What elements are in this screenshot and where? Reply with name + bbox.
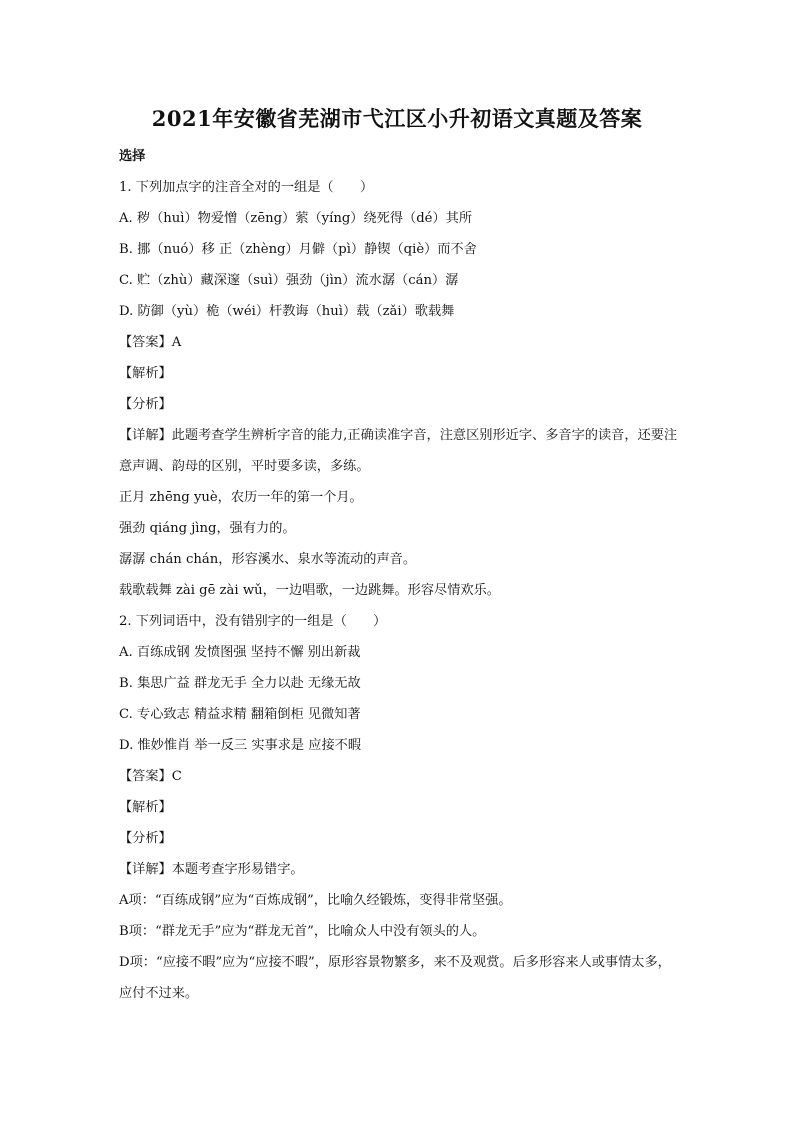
question-2-option-d: D. 惟妙惟肖 举一反三 实事求是 应接不暇 (119, 738, 362, 753)
question-1-fenxi-label: 【分析】 (119, 397, 172, 412)
question-1-analysis-label: 【解析】 (119, 366, 172, 381)
question-2-note: B项：“群龙无手”应为“群龙无首”，比喻众人中没有领头的人。 (119, 924, 486, 939)
question-2-option-c: C. 专心致志 精益求精 翻箱倒柜 见微知著 (119, 707, 361, 722)
question-1-option-d: D. 防御（yù）桅（wéi）杆教诲（huì）载（zǎi）歌载舞 (119, 304, 455, 319)
question-1-answer: 【答案】A (119, 335, 182, 350)
question-1-detail: 【详解】此题考查学生辨析字音的能力,正确读准字音，注意区别形近字、多音字的读音，还要注意声调、韵母的区别，平时要多读，多练。 (119, 428, 678, 474)
question-1-note: 潺潺 chán chán，形容溪水、泉水等流动的声音。 (119, 552, 417, 567)
question-1-note: 载歌载舞 zài gē zài wǔ，一边唱歌，一边跳舞。形容尽情欢乐。 (119, 583, 500, 598)
question-2-fenxi-label: 【分析】 (119, 831, 172, 846)
question-2-detail: 【详解】本题考查字形易错字。 (119, 862, 304, 877)
question-1-note: 强劲 qiáng jìng，强有力的。 (119, 521, 296, 536)
question-2-stem: 2. 下列词语中，没有错别字的一组是（ ） (119, 614, 387, 629)
document-body (119, 141, 679, 1009)
question-1-option-c: C. 贮（zhù）藏深邃（suì）强劲（jìn）流水潺（cán）潺 (119, 273, 459, 288)
document-title: 2021年安徽省芜湖市弋江区小升初语文真题及答案 (151, 106, 643, 131)
question-1-option-b: B. 挪（nuó）移 正（zhèng）月僻（pì）静锲（qiè）而不舍 (119, 242, 477, 257)
question-2-note: A项：“百练成钢”应为“百炼成钢”，比喻久经锻炼，变得非常坚强。 (119, 893, 512, 908)
section-heading: 选择 (119, 149, 146, 164)
question-1-note: 正月 zhēng yuè，农历一年的第一个月。 (119, 490, 363, 505)
question-2-note: D项：“应接不暇”应为“应接不暇”，原形容景物繁多，来不及观赏。后多形容来人或事情太多，应付不过来。 (119, 955, 671, 1001)
question-2-answer: 【答案】C (119, 769, 182, 784)
question-1-option-a: A. 秽（huì）物爱憎（zēng）萦（yíng）绕死得（dé）其所 (119, 211, 473, 226)
question-2-option-b: B. 集思广益 群龙无手 全力以赴 无缘无故 (119, 676, 361, 691)
question-2-analysis-label: 【解析】 (119, 800, 172, 815)
question-2-option-a: A. 百练成钢 发愤图强 坚持不懈 别出新裁 (119, 645, 361, 660)
question-1-stem: 1. 下列加点字的注音全对的一组是（ ） (119, 180, 374, 195)
